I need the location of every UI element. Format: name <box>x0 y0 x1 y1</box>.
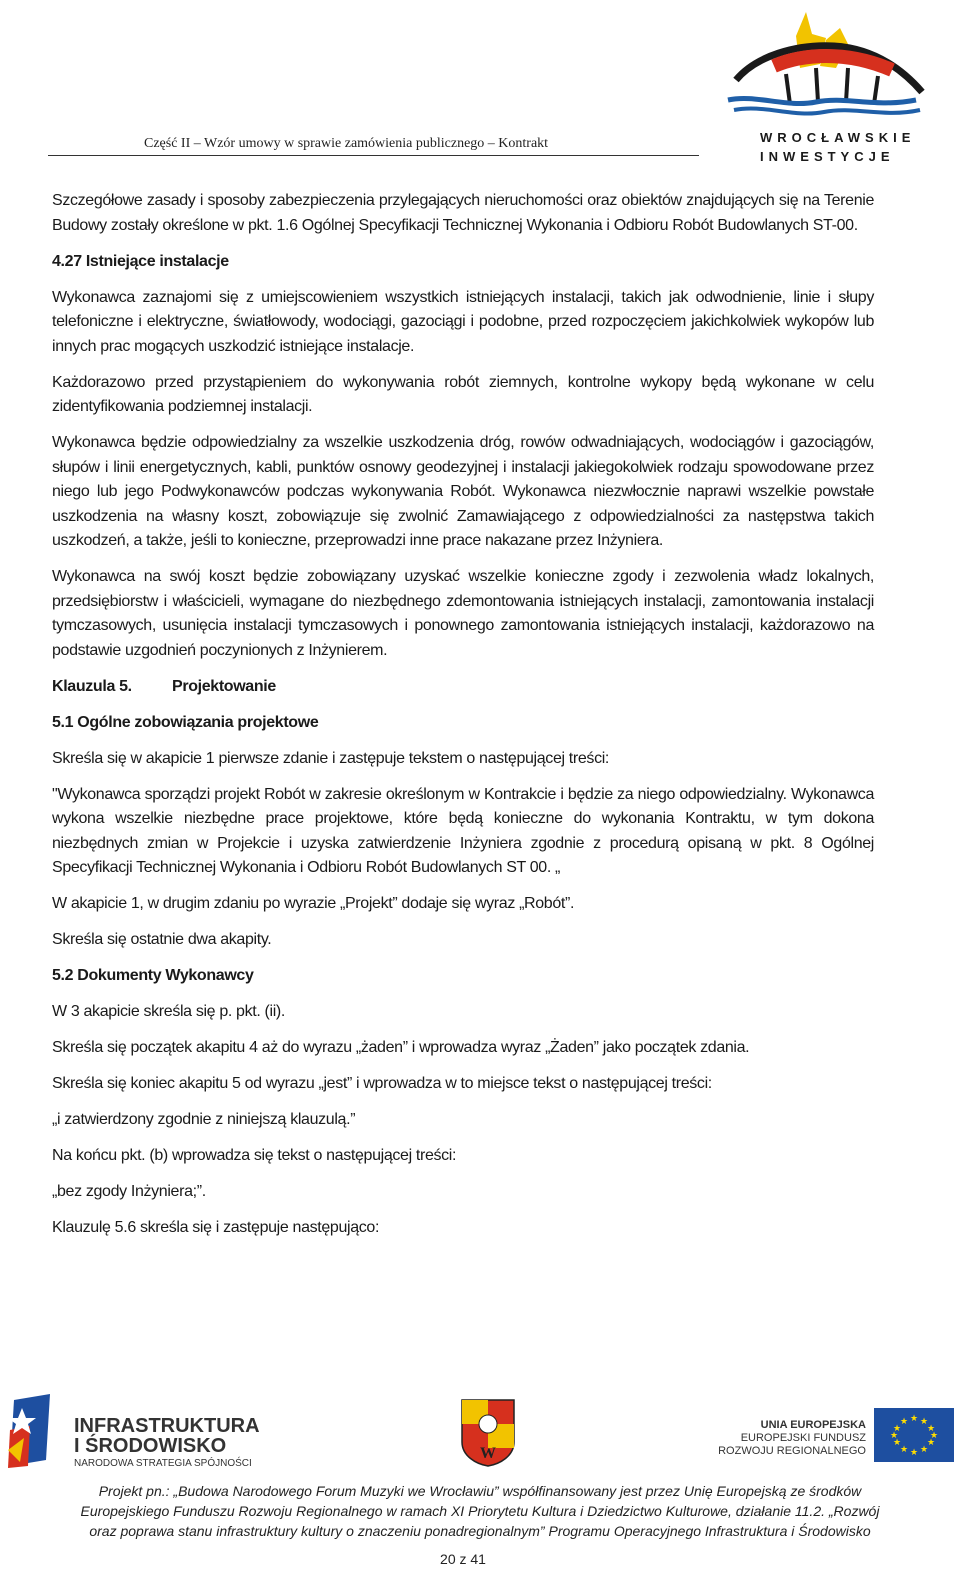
svg-text:★: ★ <box>899 1417 909 1427</box>
svg-text:★: ★ <box>919 1417 929 1427</box>
section-heading-4-27: 4.27 Istniejące instalacje <box>52 252 229 270</box>
caption-line-1: Projekt pn.: „Budowa Narodowego Forum Muzyki we Wrocławiu” współfinansowany jest przez Unię Europejską ze środków <box>98 1483 862 1499</box>
paragraph: Wykonawca zaznajomi się z umiejscowieniem wszystkich istniejących instalacji, takich jak odwodnienie, linie i słupy telefoniczne i elektryczne, światłowody, wodociągi, gazociągi i podobne, przed rozpoczęciem jakichkolwiek wykopów lub innych prac mogących uszkodzić istniejące instalacje. <box>52 288 874 355</box>
paragraph: Skreśla się koniec akapitu 5 od wyrazu „jest” i wprowadza w to miejsce tekst o następującej treści: <box>52 1075 712 1092</box>
svg-text:★: ★ <box>909 1448 919 1458</box>
svg-text:★: ★ <box>889 1431 899 1441</box>
eu-flag-icon <box>874 1408 954 1462</box>
svg-text:★: ★ <box>909 1414 919 1424</box>
section-heading-5-1: 5.1 Ogólne zobowiązania projektowe <box>52 713 319 731</box>
infra-line-1: INFRASTRUKTURA <box>74 1415 260 1437</box>
infra-line-3: NARODOWA STRATEGIA SPÓJNOŚCI <box>74 1458 252 1469</box>
eu-line-3: ROZWOJU REGIONALNEGO <box>718 1445 866 1457</box>
paragraph: Skreśla się ostatnie dwa akapity. <box>52 931 272 948</box>
clause-number: Klauzula 5. <box>52 677 132 695</box>
svg-text:W: W <box>480 1445 496 1462</box>
logo-line-1: WROCŁAWSKIE <box>760 130 916 145</box>
logo-line-2: INWESTYCJE <box>760 149 895 164</box>
wroclaw-coat-of-arms <box>462 1400 514 1466</box>
paragraph: Skreśla się w akapicie 1 pierwsze zdanie i zastępuje tekstem o następującej treści: <box>52 749 610 767</box>
clause-title: Projektowanie <box>172 677 276 695</box>
paragraph: Każdorazowo przed przystąpieniem do wykonywania robót ziemnych, kontrolne wykopy będą wykonane w celu zidentyfikowania podziemnej instalacji. <box>52 373 874 415</box>
svg-text:★: ★ <box>926 1438 936 1448</box>
quoted-paragraph: "Wykonawca sporządzi projekt Robót w zakresie określonym w Kontrakcie i będzie za niego odpowiedzialny. Wykonawca wykona wszelkie niezbędne prace projektowe, które będą konieczne do wykonania Kontraktu, w tym dokona niezbędnych zmian w Projekcie i uzyska zatwierdzenie Inżyniera zgodnie z procedurą opisaną w pkt. 8 Ogólnej Specyfikacji Technicznej Wykonania i Odbioru Robót Budowlanych ST 00. „ <box>52 785 874 876</box>
paragraph: „bez zgody Inżyniera;”. <box>52 1183 206 1200</box>
svg-text:★: ★ <box>892 1438 902 1448</box>
intro-paragraph: Szczegółowe zasady i sposoby zabezpieczenia przylegających nieruchomości oraz obiektów znajdujących się na Terenie Budowy zostały określone w pkt. 1.6 Ogólnej Specyfikacji Technicznej Wykonania i Odbioru Robót Budowlanych ST-00. <box>52 192 874 234</box>
paragraph: W 3 akapicie skreśla się p. pkt. (ii). <box>52 1003 285 1020</box>
clause-heading <box>52 675 874 700</box>
header-divider <box>48 155 699 156</box>
header-title: Część II – Wzór umowy w sprawie zamówienia publicznego – Kontrakt <box>144 136 549 151</box>
infrastruktura-logo <box>8 1394 50 1468</box>
caption-line-3: oraz poprawa stanu infrastruktury kultury o znaczeniu ponadregionalnym” Programu Operacyjnego Infrastruktura i Środowisko <box>89 1523 871 1539</box>
document-body <box>52 189 874 1252</box>
svg-text:★: ★ <box>892 1424 902 1434</box>
logo-wordmark <box>760 128 932 166</box>
paragraph: Wykonawca na swój koszt będzie zobowiązany uzyskać wszelkie konieczne zgody i zezwolenia władz lokalnych, przedsiębiorstw i właścicieli, wymagane do niezbędnego zdemontowania istniejących instalacji, zamontowania instalacji tymczasowych, usunięcia instalacji tymczasowych i ponownego zamontowania istniejących instalacji, każdorazowo na podstawie uzgodnień poczynionych z Inżynierem. <box>52 568 874 659</box>
paragraph: Wykonawca będzie odpowiedzialny za wszelkie uszkodzenia dróg, rowów odwadniających, wodociągów i gazociągów, słupów i linii energetycznych, kabli, punktów osnowy geodezyjnej i instalacji jakiegokolwiek rodzaju spowodowane przez niego lub jego Podwykonawców podczas wykonywania Robót. Wykonawca niezwłocznie naprawi wszelkie powstałe uszkodzenia na własny koszt, zobowiązuje się zwolnić Zamawiającego z odpowiedzialności za następstwa takich uszkodzeń, a także, jeśli to konieczne, przeprowadzi inne prace nakazane przez Inżyniera. <box>52 434 874 549</box>
caption-line-2: Europejskiego Funduszu Rozwoju Regionalnego w ramach XI Priorytetu Kultura i Dziedzictwo Kulturowe, działanie 11.2. „Rozwój <box>80 1503 880 1519</box>
footer-logos <box>0 1390 960 1470</box>
paragraph: Skreśla się początek akapitu 4 aż do wyrazu „żaden” i wprowadza wyraz „Żaden” jako początek zdania. <box>52 1039 750 1056</box>
svg-text:★: ★ <box>929 1431 939 1441</box>
footer-caption <box>40 1481 920 1541</box>
svg-text:★: ★ <box>899 1445 909 1455</box>
infra-line-2: I ŚRODOWISKO <box>74 1435 227 1457</box>
paragraph: Na końcu pkt. (b) wprowadza się tekst o następującej treści: <box>52 1147 457 1164</box>
page-number: 20 z 41 <box>440 1551 486 1567</box>
paragraph: „i zatwierdzony zgodnie z niniejszą klauzulą.” <box>52 1111 356 1128</box>
eu-line-2: EUROPEJSKI FUNDUSZ <box>740 1432 866 1444</box>
section-heading-5-2: 5.2 Dokumenty Wykonawcy <box>52 967 254 984</box>
svg-text:★: ★ <box>926 1424 936 1434</box>
paragraph: Klauzulę 5.6 skreśla się i zastępuje następująco: <box>52 1219 380 1236</box>
eu-line-1: UNIA EUROPEJSKA <box>760 1419 866 1431</box>
paragraph: W akapicie 1, w drugim zdaniu po wyrazie „Projekt” dodaje się wyraz „Robót”. <box>52 895 575 912</box>
svg-text:★: ★ <box>919 1445 929 1455</box>
